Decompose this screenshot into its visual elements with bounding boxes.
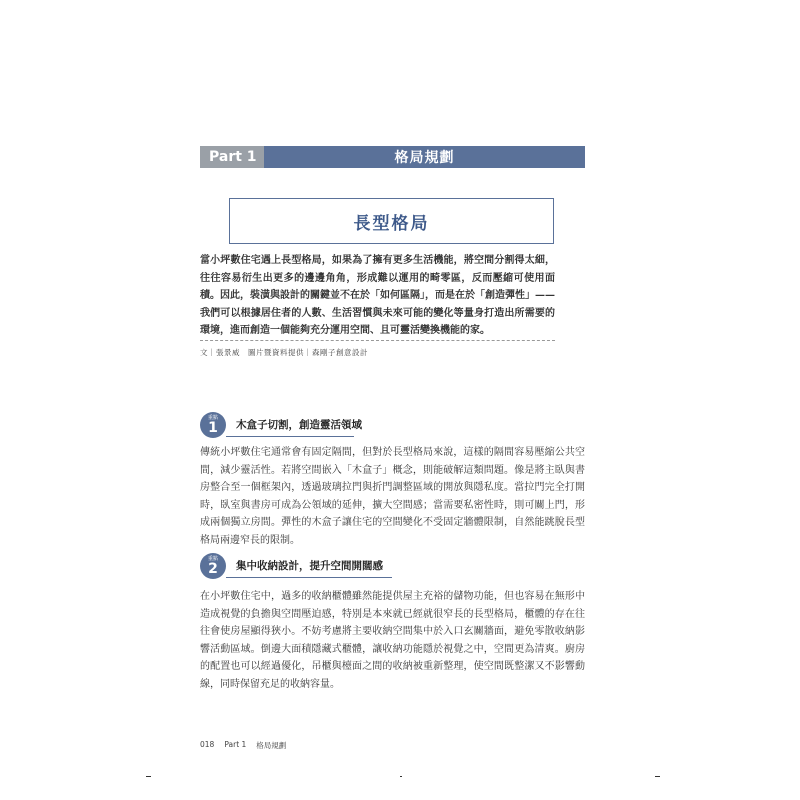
- intro-paragraph: 當小坪數住宅遇上長型格局，如果為了擁有更多生活機能，將空間分割得太細，往往容易衍生出更多的邊邊角角，形成難以運用的畸零區，反而壓縮可使用面積。因此，裝潢與設計的關鍵並不在於「如何區隔」，而是在於「創造彈性」——我們可以根據居住者的人數、生活習慣與未來可能的變化等量身打造出所需要的環境，進而創造一個能夠充分運用空間、且可靈活變換機能的家。: [200, 255, 555, 336]
- chapter-title: 長型格局: [353, 213, 430, 234]
- footer-part-label: Part 1: [224, 740, 247, 749]
- section-body-1: 傳統小坪數住宅通常會有固定隔間，但對於長型格局來說，這樣的隔間容易壓縮公共空間，減少靈活性。若將空間嵌入「木盒子」概念，則能破解這類問題。像是將主臥與書房整合至一個框架內，透過玻璃拉門與折門調整區域的開放與隱私度。當拉門完全打開時，臥室與書房可成為公領域的延伸，擴大空間感；當需要私密性時，則可關上門，形成兩個獨立房間。彈性的木盒子讓住宅的空間變化不受固定牆體限制，自然能跳脫長型格局兩邊窄長的限制。: [200, 447, 585, 546]
- section-badge-icon: [200, 412, 226, 438]
- crop-mark: [655, 776, 660, 777]
- section-title: 木盒子切割，創造靈活領域: [236, 418, 362, 431]
- section-body-2: 在小坪數住宅中，過多的收納櫃體雖然能提供屋主充裕的儲物功能，但也容易在無形中造成視覺的負擔與空間壓迫感，特別是本來就已經就很窄長的長型格局，櫃體的存在往往會使房屋顯得狹小。不妨考慮將主要收納空間集中於入口玄關牆面，避免零散收納影響活動區域。倒邊大面積隱藏式櫃體，讓收納功能隱於視覺之中，空間更為清爽。廚房的配置也可以經過優化，吊櫃與檯面之間的收納被重新整理，使空間既整潔又不影響動線，同時保留充足的收納容量。: [200, 591, 585, 690]
- crop-mark: [146, 776, 151, 777]
- badge-label: 重點: [207, 414, 218, 421]
- part-label: Part 1: [200, 146, 264, 168]
- section-badge-icon: [200, 553, 226, 579]
- heading-underline: [226, 436, 354, 437]
- section-heading-2: [200, 552, 383, 580]
- dashed-divider: [200, 340, 555, 341]
- page-number: 018: [200, 740, 215, 749]
- badge-label: 重點: [207, 555, 218, 562]
- part-title: 格局規劃: [264, 146, 585, 168]
- footer-part-title: 格局規劃: [256, 741, 287, 750]
- badge-number: 1: [208, 419, 218, 436]
- credits-line: 文｜張景威 圖片暨資料提供｜森剛子創意設計: [200, 348, 368, 357]
- section-title: 集中收納設計，提升空間開闊感: [236, 559, 383, 572]
- crop-mark: [400, 776, 402, 777]
- badge-number: 2: [208, 560, 218, 577]
- section-heading-1: [200, 411, 362, 439]
- heading-underline: [226, 577, 392, 578]
- page-footer: [200, 740, 286, 751]
- part-header-bar: [200, 146, 585, 168]
- chapter-title-box: [229, 198, 554, 244]
